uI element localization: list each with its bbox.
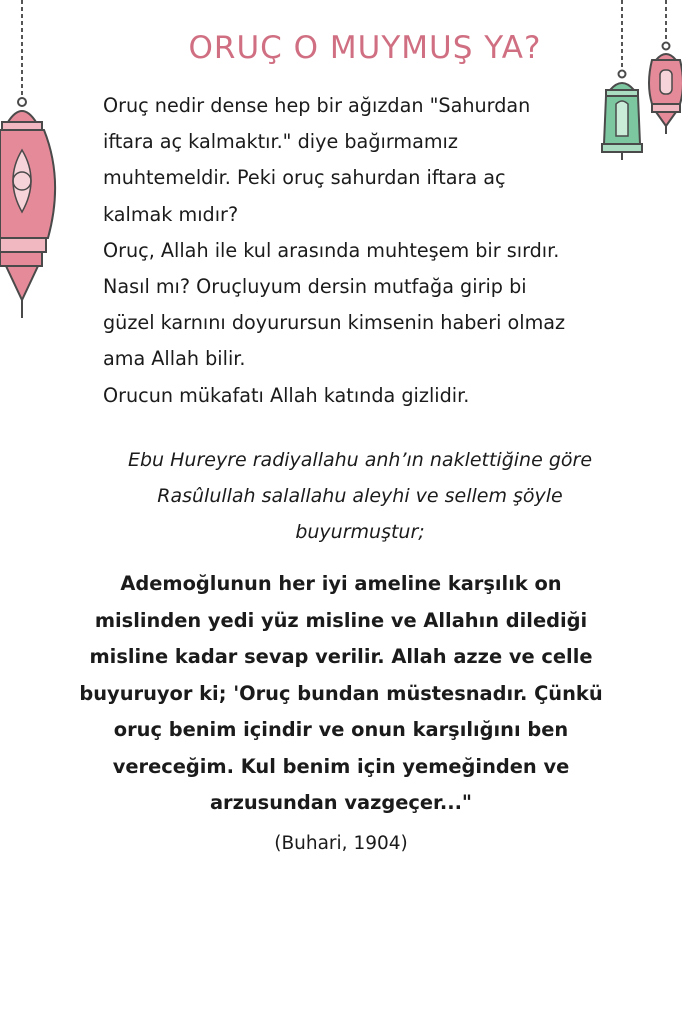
hadith-line: Ademoğlunun her iyi ameline karşılık on: [120, 572, 562, 595]
hadith-line: oruç benim içindir ve onun karşılığını ben: [113, 718, 569, 741]
intro-paragraph: [103, 88, 643, 414]
source-citation: (Buhari, 1904): [274, 833, 408, 854]
right-pink-lantern-icon: [648, 0, 682, 136]
narration-line: Ebu Hureyre radiyallahu anh’ın naklettiğine göre: [127, 449, 593, 471]
narration-line: buyurmuştur;: [295, 521, 425, 543]
intro-line: güzel karnını doyurursun kimsenin haberi olmaz: [103, 311, 566, 335]
hadith-line: mislinden yedi yüz misline ve Allahın dilediği: [94, 608, 588, 632]
hadith-line: vereceğim. Kul benim için yemeğinden ve: [112, 754, 570, 778]
intro-line: iftara aç kalmaktır." diye bağırmamız: [103, 130, 458, 154]
intro-line: Oruç, Allah ile kul arasında muhteşem bir sırdır.: [103, 238, 560, 262]
hadith-quote: [50, 566, 632, 822]
title-text: ORUÇ O MUYMUŞ YA?: [188, 30, 542, 66]
page-title: [0, 30, 682, 66]
narration-line: Rasûlullah salallahu aleyhi ve sellem şöyle: [157, 485, 563, 507]
hadith-line: arzusundan vazgeçer...": [209, 791, 473, 814]
intro-line: Oruç nedir dense hep bir ağızdan "Sahurdan: [103, 94, 531, 117]
intro-line: muhtemeldir. Peki oruç sahurdan iftara aç: [103, 166, 506, 190]
intro-line: kalmak mıdır?: [103, 202, 239, 226]
hadith-line: misline kadar sevap verilir. Allah azze ve celle: [89, 645, 593, 668]
narration: [80, 442, 640, 550]
intro-line: Orucun mükafatı Allah katında gizlidir.: [103, 383, 470, 407]
intro-line: Nasıl mı? Oruçluyum dersin mutfağa girip bi: [103, 275, 527, 299]
intro-line: ama Allah bilir.: [103, 347, 246, 371]
hadith-line: buyuruyor ki; 'Oruç bundan müstesnadır. Çünkü: [79, 681, 603, 705]
